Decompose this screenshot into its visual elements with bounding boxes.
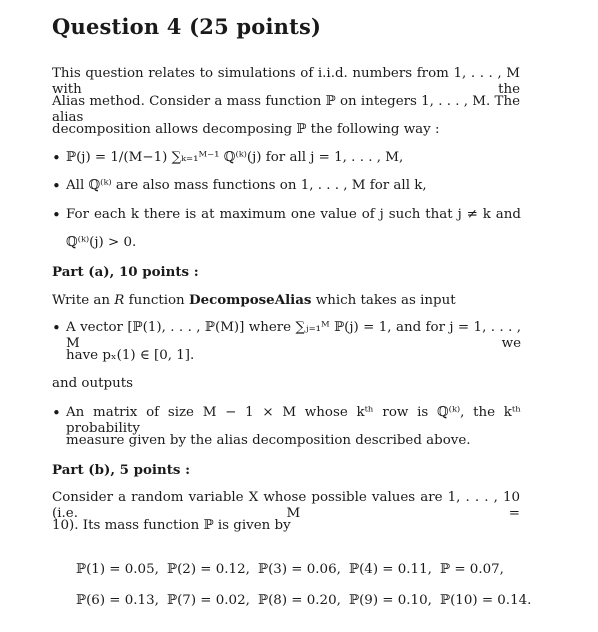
mass-value: ℙ = 0.07,	[440, 562, 504, 577]
part-b-line-2: 10). Its mass function ℙ is given by	[52, 518, 291, 533]
mass-value: ℙ(9) = 0.10,	[349, 593, 432, 608]
property-alias-line-1: For each k there is at maximum one value of j such that j ≠ k and	[66, 207, 521, 222]
intro-line-3: decomposition allows decomposing ℙ the following way :	[52, 122, 440, 137]
bullet-marker: •	[52, 206, 61, 224]
bullet-marker: •	[52, 149, 61, 167]
part-a-lead-post: which takes as input	[311, 293, 456, 308]
mass-value: ℙ(6) = 0.13,	[76, 593, 159, 608]
intro-line-2: Alias method. Consider a mass function ℙ on integers 1, . . . , M. The alias	[52, 94, 520, 125]
part-b-heading: Part (b), 5 points :	[52, 462, 191, 478]
input-vector-line-2: have pₓ(1) ∈ [0, 1].	[66, 348, 195, 363]
input-vector-line-1: A vector [ℙ(1), . . . , ℙ(M)] where ∑ⱼ₌₁ᴹ ℙ(j) = 1, and for j = 1, . . . , M we	[66, 320, 521, 351]
mass-value: ℙ(4) = 0.11,	[349, 562, 432, 577]
mass-value: ℙ(8) = 0.20,	[258, 593, 341, 608]
property-sum-formula: ℙ(j) = 1/(M−1) ∑ₖ₌₁ᴹ⁻¹ ℚ⁽ᵏ⁾(j) for all j = 1, . . . , M,	[66, 150, 404, 165]
mass-value: ℙ(2) = 0.12,	[167, 562, 250, 577]
output-matrix-line-2: measure given by the alias decomposition described above.	[66, 433, 471, 448]
intro-line-1: This question relates to simulations of i.i.d. numbers from 1, . . . , M with the	[52, 66, 520, 97]
part-a-lead-r: R	[114, 293, 125, 308]
mass-value: ℙ(10) = 0.14.	[440, 593, 532, 608]
mass-function-row-2	[76, 593, 532, 609]
question-title: Question 4 (25 points)	[52, 14, 322, 39]
output-matrix-line-1: An matrix of size M − 1 × M whose kᵗʰ row is ℚ⁽ᵏ⁾, the kᵗʰ probability	[66, 405, 521, 436]
part-a-lead-pre: Write an	[52, 293, 115, 308]
part-a-lead-mid: function	[124, 293, 189, 308]
part-a-lead	[52, 292, 456, 309]
part-a-heading: Part (a), 10 points :	[52, 264, 199, 280]
mass-value: ℙ(3) = 0.06,	[258, 562, 341, 577]
property-mass-functions: All ℚ⁽ᵏ⁾ are also mass functions on 1, . . . , M for all k,	[66, 178, 427, 193]
function-name: DecomposeAlias	[188, 292, 312, 308]
mass-function-row-1	[76, 562, 526, 578]
and-outputs: and outputs	[52, 376, 133, 391]
mass-value: ℙ(1) = 0.05,	[76, 562, 159, 577]
bullet-marker: •	[52, 404, 61, 422]
mass-value: ℙ(7) = 0.02,	[167, 593, 250, 608]
part-b-line-1: Consider a random variable X whose possible values are 1, . . . , 10 (i.e. M =	[52, 490, 520, 521]
bullet-marker: •	[52, 319, 61, 337]
bullet-marker: •	[52, 177, 61, 195]
property-alias-line-2: ℚ⁽ᵏ⁾(j) > 0.	[66, 235, 137, 250]
